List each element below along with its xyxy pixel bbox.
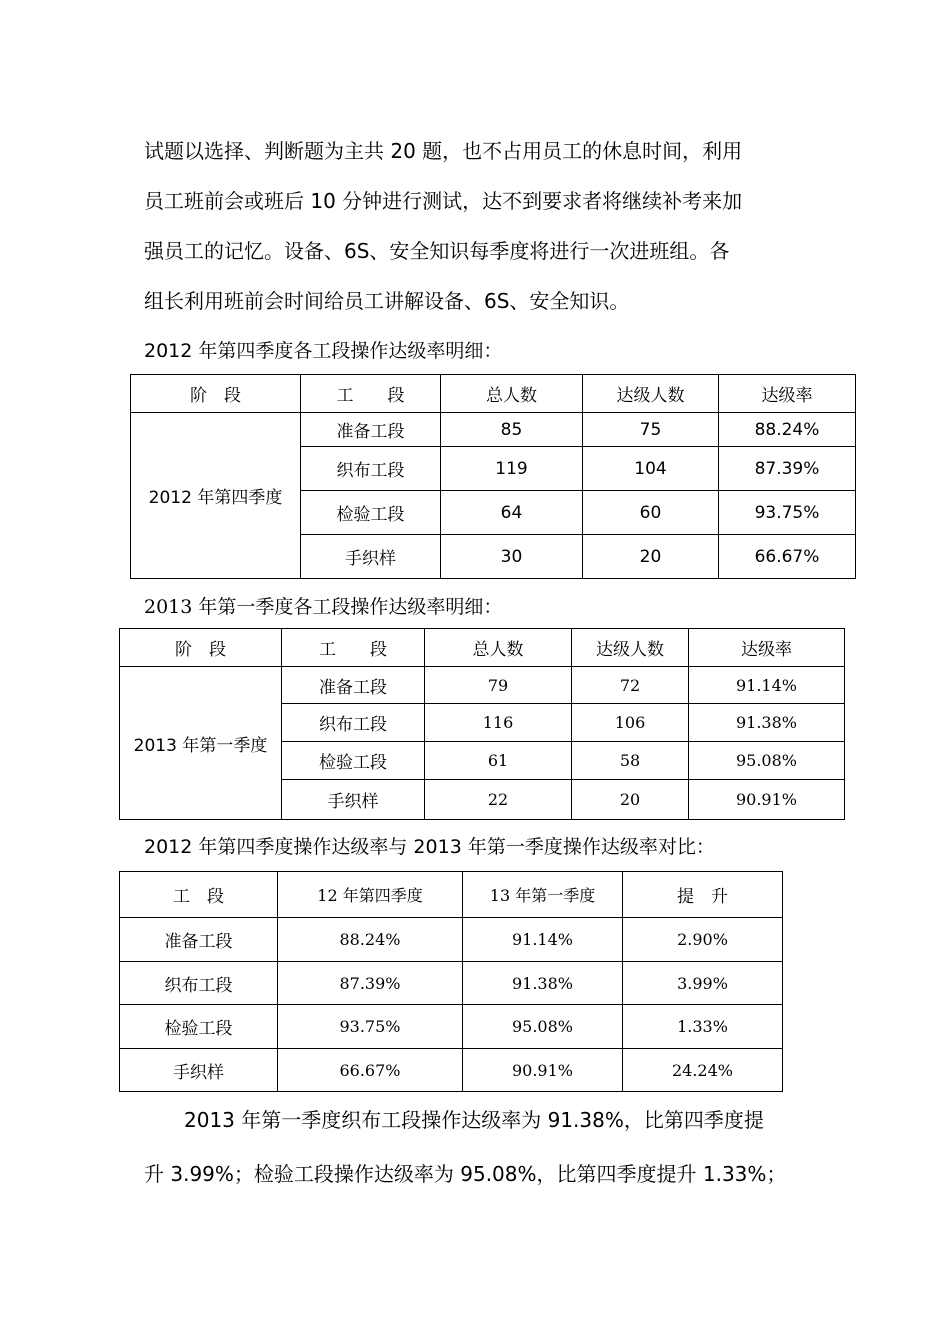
rate-cell: 88.24% (719, 413, 856, 447)
table1-q4-2012 (130, 374, 856, 579)
q1-rate-cell: 91.38% (463, 962, 623, 1005)
rate-cell: 90.91% (689, 780, 845, 820)
header-cell: 工 段 (120, 872, 278, 918)
table2-caption: 2013 年第一季度各工段操作达级率明细： (144, 596, 503, 618)
header-cell: 总人数 (425, 629, 572, 667)
qualified-cell: 75 (583, 413, 719, 447)
q4-rate-cell: 88.24% (278, 918, 463, 962)
intro-paragraph (144, 126, 824, 326)
segment-cell: 织布工段 (301, 447, 441, 491)
rate-cell: 91.14% (689, 667, 845, 704)
closing-line: 2013 年第一季度织布工段操作达级率为 91.38%，比第四季度提 (144, 1108, 764, 1132)
qualified-cell: 106 (572, 704, 689, 742)
table3-caption: 2012 年第四季度操作达级率与 2013 年第一季度操作达级率对比： (144, 836, 715, 858)
total-cell: 61 (425, 742, 572, 780)
segment-cell: 准备工段 (120, 918, 278, 962)
header-cell: 总人数 (441, 375, 583, 413)
q1-rate-cell: 90.91% (463, 1049, 623, 1092)
table3-comparison (119, 871, 783, 1092)
segment-cell: 检验工段 (120, 1005, 278, 1049)
table-row (120, 667, 845, 704)
table-row (120, 1049, 783, 1092)
q4-rate-cell: 66.67% (278, 1049, 463, 1092)
table-header-row (131, 375, 856, 413)
total-cell: 64 (441, 491, 583, 535)
q1-rate-cell: 91.14% (463, 918, 623, 962)
segment-cell: 手织样 (120, 1049, 278, 1092)
qualified-cell: 20 (572, 780, 689, 820)
header-cell: 12 年第四季度 (278, 872, 463, 918)
header-cell: 提 升 (623, 872, 783, 918)
qualified-cell: 104 (583, 447, 719, 491)
segment-cell: 准备工段 (301, 413, 441, 447)
rate-cell: 91.38% (689, 704, 845, 742)
header-cell: 达级率 (719, 375, 856, 413)
rate-cell: 87.39% (719, 447, 856, 491)
total-cell: 22 (425, 780, 572, 820)
segment-cell: 准备工段 (282, 667, 425, 704)
closing-line: 升 3.99%；检验工段操作达级率为 95.08%，比第四季度提升 1.33%； (144, 1162, 787, 1186)
increase-cell: 3.99% (623, 962, 783, 1005)
closing-paragraph (144, 1093, 824, 1201)
rate-cell: 93.75% (719, 491, 856, 535)
table-header-row (120, 629, 845, 667)
total-cell: 79 (425, 667, 572, 704)
q1-rate-cell: 95.08% (463, 1005, 623, 1049)
increase-cell: 2.90% (623, 918, 783, 962)
header-cell: 13 年第一季度 (463, 872, 623, 918)
qualified-cell: 20 (583, 535, 719, 579)
q4-rate-cell: 87.39% (278, 962, 463, 1005)
qualified-cell: 58 (572, 742, 689, 780)
segment-cell: 织布工段 (282, 704, 425, 742)
total-cell: 116 (425, 704, 572, 742)
segment-cell: 检验工段 (301, 491, 441, 535)
table2-q1-2013 (119, 628, 845, 820)
header-cell: 达级人数 (572, 629, 689, 667)
q4-rate-cell: 93.75% (278, 1005, 463, 1049)
table-row (120, 918, 783, 962)
increase-cell: 1.33% (623, 1005, 783, 1049)
segment-cell: 手织样 (282, 780, 425, 820)
segment-cell: 检验工段 (282, 742, 425, 780)
rate-cell: 66.67% (719, 535, 856, 579)
table-row (120, 962, 783, 1005)
header-cell: 工 段 (301, 375, 441, 413)
header-cell: 达级率 (689, 629, 845, 667)
stage-cell: 2013 年第一季度 (120, 667, 282, 820)
header-cell: 达级人数 (583, 375, 719, 413)
qualified-cell: 60 (583, 491, 719, 535)
total-cell: 30 (441, 535, 583, 579)
intro-line: 试题以选择、判断题为主共 20 题，也不占用员工的休息时间，利用 (144, 139, 743, 163)
segment-cell: 织布工段 (120, 962, 278, 1005)
table-header-row (120, 872, 783, 918)
rate-cell: 95.08% (689, 742, 845, 780)
header-cell: 阶 段 (131, 375, 301, 413)
total-cell: 85 (441, 413, 583, 447)
table-row (120, 1005, 783, 1049)
table-row (131, 413, 856, 447)
header-cell: 阶 段 (120, 629, 282, 667)
stage-cell: 2012 年第四季度 (131, 413, 301, 579)
intro-line: 组长利用班前会时间给员工讲解设备、6S、安全知识。 (144, 289, 630, 313)
increase-cell: 24.24% (623, 1049, 783, 1092)
intro-line: 员工班前会或班后 10 分钟进行测试，达不到要求者将继续补考来加 (144, 189, 743, 213)
table1-caption: 2012 年第四季度各工段操作达级率明细： (144, 340, 503, 362)
header-cell: 工 段 (282, 629, 425, 667)
total-cell: 119 (441, 447, 583, 491)
qualified-cell: 72 (572, 667, 689, 704)
segment-cell: 手织样 (301, 535, 441, 579)
intro-line: 强员工的记忆。设备、6S、安全知识每季度将进行一次进班组。各 (144, 239, 730, 263)
